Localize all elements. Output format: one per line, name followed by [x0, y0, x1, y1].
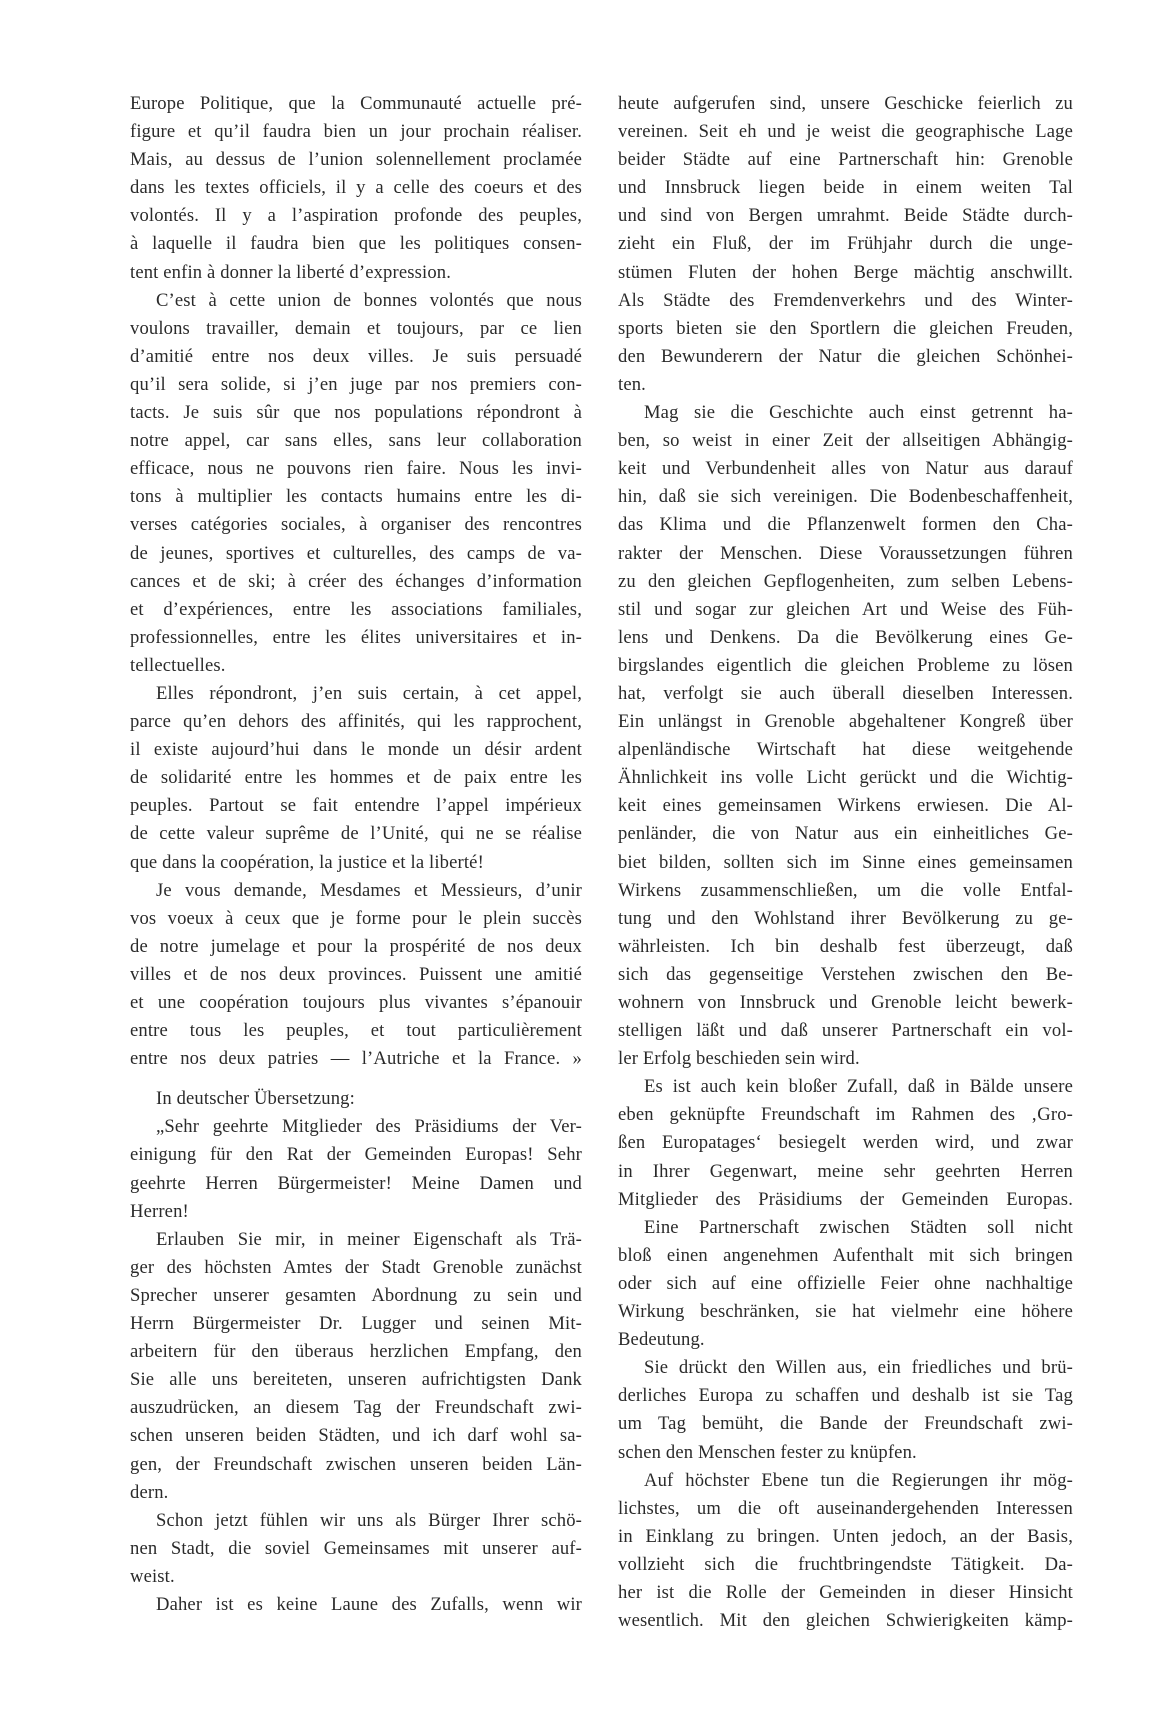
text-line: zu den gleichen Gepflogenheiten, zum selben Lebens-: [618, 570, 1073, 592]
text-line: villes et de nos deux provinces. Puissent une amitié: [130, 963, 582, 985]
text-line: de solidarité entre les hommes et de paix entre les: [130, 767, 582, 789]
text-line: ben, so weist in einer Zeit der allseitigen Abhängig-: [618, 430, 1073, 452]
text-line: Elles répondront, j’en suis certain, à cet appel,: [156, 682, 582, 704]
text-line: derliches Europa zu schaffen und deshalb ist sie Tag: [618, 1385, 1073, 1407]
text-line: und Innsbruck liegen beide in einem weiten Tal: [618, 177, 1073, 199]
text-line: qu’il sera solide, si j’en juge par nos premiers con-: [130, 373, 582, 395]
text-line: que dans la coopération, la justice et la liberté!: [130, 851, 484, 873]
text-line: d’amitié entre nos deux villes. Je suis persuadé: [130, 345, 582, 367]
text-line: das Klima und die Pflanzenwelt formen den Cha-: [618, 514, 1073, 536]
text-line: tacts. Je suis sûr que nos populations répondront à: [130, 402, 582, 424]
text-line: hat, verfolgt sie auch überall dieselben Interessen.: [618, 682, 1073, 704]
text-line: ten.: [618, 373, 646, 395]
text-line: um Tag bemüht, die Bande der Freundschaft zwi-: [618, 1413, 1073, 1435]
text-line: volontés. Il y a l’aspiration profonde des peuples,: [130, 205, 582, 227]
text-line: et d’expériences, entre les associations familiales,: [130, 598, 582, 620]
text-line: in Ihrer Gegenwart, meine sehr geehrten Herren: [618, 1160, 1073, 1182]
text-line: sich das gegenseitige Verstehen zwischen den Be-: [618, 963, 1073, 985]
text-line: heute aufgerufen sind, unsere Geschicke feierlich zu: [618, 93, 1073, 114]
text-line: voulons travailler, demain et toujours, par ce lien: [130, 317, 582, 339]
text-line: ler Erfolg beschieden sein wird.: [618, 1048, 860, 1070]
text-line: de notre jumelage et pour la prospérité de nos deux: [130, 935, 582, 957]
text-line: einigung für den Rat der Gemeinden Europas! Sehr: [130, 1144, 582, 1166]
text-line: Herren!: [130, 1200, 189, 1222]
text-line: bloß einen angenehmen Aufenthalt mit sich bringen: [618, 1244, 1073, 1266]
text-line: penländer, die von Natur aus ein einheitliches Ge-: [618, 823, 1073, 845]
text-line: parce qu’en dehors des affinités, qui les rapprochent,: [130, 711, 582, 733]
text-line: Erlauben Sie mir, in meiner Eigenschaft als Trä-: [156, 1228, 582, 1250]
text-line: figure et qu’il faudra bien un jour prochain réaliser.: [130, 121, 582, 143]
text-line: Sie drückt den Willen aus, ein friedliches und brü-: [644, 1357, 1073, 1379]
text-line: professionnelles, entre les élites universitaires et in-: [130, 626, 582, 648]
text-line: Sprecher unserer gesamten Abordnung zu sein und: [130, 1284, 582, 1306]
text-line: peuples. Partout se fait entendre l’appel impérieux: [130, 795, 582, 817]
text-line: entre nos deux patries — l’Autriche et la France. »: [130, 1048, 582, 1070]
text-line: et une coopération toujours plus vivantes s’épanouir: [130, 992, 582, 1013]
text-line: Daher ist es keine Laune des Zufalls, wenn wir: [156, 1593, 582, 1615]
text-line: „Sehr geehrte Mitglieder des Präsidiums der Ver-: [156, 1116, 582, 1138]
text-line: zieht ein Fluß, der im Frühjahr durch die unge-: [618, 233, 1073, 255]
text-line: und sind von Bergen umrahmt. Beide Städte durch-: [618, 205, 1073, 227]
text-line: stil und sogar zur gleichen Art und Weise des Füh-: [618, 598, 1073, 620]
text-line: nen Stadt, die soviel Gemeinsames mit unserer auf-: [130, 1537, 582, 1559]
text-line: alpenländische Wirtschaft hat diese weitgehende: [618, 739, 1073, 761]
text-line: sports bieten sie den Sportlern die gleichen Freuden,: [618, 317, 1073, 339]
text-line: C’est à cette union de bonnes volontés que nous: [156, 289, 582, 311]
text-line: à laquelle il faudra bien que les politiques consen-: [130, 233, 582, 255]
text-line: auszudrücken, an diesem Tag der Freundschaft zwi-: [130, 1397, 582, 1419]
text-line: lichstes, um die oft auseinandergehenden Interessen: [618, 1497, 1073, 1519]
text-line: efficace, nous ne pouvons rien faire. Nous les invi-: [130, 458, 582, 480]
text-line: Als Städte des Fremdenverkehrs und des Winter-: [618, 289, 1073, 311]
text-line: stümen Fluten der hohen Berge mächtig anschwillt.: [618, 261, 1073, 283]
text-line: ßen Europatages‘ besiegelt werden wird, und zwar: [618, 1132, 1073, 1154]
text-line: tung und den Wohlstand ihrer Bevölkerung zu ge-: [618, 907, 1073, 929]
text-line: dern.: [130, 1481, 169, 1503]
text-line: Eine Partnerschaft zwischen Städten soll nicht: [644, 1216, 1073, 1238]
text-line: schen den Menschen fester zu knüpfen.: [618, 1441, 917, 1463]
text-line: Je vous demande, Mesdames et Messieurs, d’unir: [156, 879, 582, 901]
text-line: Ähnlichkeit ins volle Licht gerückt und die Wichtig-: [618, 767, 1073, 789]
text-line: oder sich auf eine offizielle Feier ohne nachhaltige: [618, 1272, 1073, 1294]
left-column: [130, 90, 582, 1619]
text-line: birgslandes eigentlich die gleichen Probleme zu lösen: [618, 654, 1073, 676]
text-line: Ein unlängst in Grenoble abgehaltener Kongreß über: [618, 711, 1073, 733]
text-line: Mag sie die Geschichte auch einst getrennt ha-: [644, 402, 1073, 424]
text-line: vereinen. Seit eh und je weist die geographische Lage: [618, 121, 1073, 143]
text-line: Europe Politique, que la Communauté actuelle pré-: [130, 93, 582, 114]
paragraph-gap: [130, 1073, 582, 1085]
text-line: Bedeutung.: [618, 1329, 705, 1351]
text-line: dans les textes officiels, il y a celle des coeurs et des: [130, 177, 582, 199]
text-line: wohnern von Innsbruck und Grenoble leicht bewerk-: [618, 992, 1073, 1013]
text-line: tons à multiplier les contacts humains entre les di-: [130, 486, 582, 508]
text-line: arbeitern für den überaus herzlichen Empfang, den: [130, 1341, 582, 1363]
text-line: de jeunes, sportives et culturelles, des camps de va-: [130, 542, 582, 564]
text-line: in Einklang zu bringen. Unten jedoch, an der Basis,: [618, 1525, 1073, 1547]
text-line: Mais, au dessus de l’union solennellement proclamée: [130, 149, 582, 171]
text-line: gen, der Freundschaft zwischen unseren beiden Län-: [130, 1453, 582, 1475]
text-line: In deutscher Übersetzung:: [156, 1088, 355, 1110]
text-line: keit und Verbundenheit alles von Natur aus darauf: [618, 458, 1073, 480]
text-line: keit eines gemeinsamen Wirkens erwiesen. Die Al-: [618, 795, 1073, 817]
text-line: biet bilden, sollten sich im Sinne eines gemeinsamen: [618, 851, 1073, 873]
text-line: verses catégories sociales, à organiser des rencontres: [130, 514, 582, 536]
text-line: tent enfin à donner la liberté d’expression.: [130, 261, 452, 283]
text-line: weist.: [130, 1565, 175, 1587]
text-line: wesentlich. Mit den gleichen Schwierigkeiten kämp-: [618, 1610, 1073, 1632]
text-line: notre appel, car sans elles, sans leur collaboration: [130, 430, 582, 452]
text-line: lens und Denkens. Da die Bevölkerung eines Ge-: [618, 626, 1073, 648]
text-line: Schon jetzt fühlen wir uns als Bürger Ihrer schö-: [156, 1509, 582, 1531]
text-line: beider Städte auf eine Partnerschaft hin: Grenoble: [618, 149, 1073, 171]
text-line: währleisten. Ich bin deshalb fest überzeugt, daß: [618, 935, 1073, 957]
text-line: Wirkens zusammenschließen, um die volle Entfal-: [618, 879, 1073, 901]
text-line: Wirkung beschränken, sie hat vielmehr eine höhere: [618, 1301, 1073, 1323]
text-line: eben geknüpfte Freundschaft im Rahmen des ‚Gro-: [618, 1104, 1073, 1126]
text-line: den Bewunderern der Natur die gleichen Schönhei-: [618, 345, 1073, 367]
text-line: cances et de ski; à créer des échanges d’information: [130, 570, 582, 592]
right-column: [618, 90, 1073, 1635]
text-line: ger des höchsten Amtes der Stadt Grenoble zunächst: [130, 1256, 582, 1278]
text-line: Herrn Bürgermeister Dr. Lugger und seinen Mit-: [130, 1313, 582, 1335]
text-line: Auf höchster Ebene tun die Regierungen ihr mög-: [644, 1469, 1073, 1491]
text-line: Mitglieder des Präsidiums der Gemeinden Europas.: [618, 1188, 1073, 1210]
text-line: geehrte Herren Bürgermeister! Meine Damen und: [130, 1172, 582, 1194]
text-line: de cette valeur suprême de l’Unité, qui ne se réalise: [130, 823, 582, 845]
text-line: tellectuelles.: [130, 654, 226, 676]
text-line: vollzieht sich die fruchtbringendste Tätigkeit. Da-: [618, 1553, 1073, 1575]
text-line: rakter der Menschen. Diese Voraussetzungen führen: [618, 542, 1073, 564]
text-line: entre tous les peuples, et tout particulièrement: [130, 1020, 582, 1042]
text-line: Es ist auch kein bloßer Zufall, daß in Bälde unsere: [644, 1076, 1073, 1098]
text-line: schen unseren beiden Städten, und ich darf wohl sa-: [130, 1425, 582, 1447]
text-line: vos voeux à ceux que je forme pour le plein succès: [130, 907, 582, 929]
text-line: her ist die Rolle der Gemeinden in dieser Hinsicht: [618, 1581, 1073, 1603]
text-line: Sie alle uns bereiteten, unseren aufrichtigsten Dank: [130, 1369, 582, 1391]
text-line: hin, daß sie sich vereinigen. Die Bodenbeschaffenheit,: [618, 486, 1073, 508]
text-line: stelligen läßt und daß unserer Partnerschaft ein vol-: [618, 1020, 1073, 1042]
text-line: il existe aujourd’hui dans le monde un désir ardent: [130, 739, 582, 761]
